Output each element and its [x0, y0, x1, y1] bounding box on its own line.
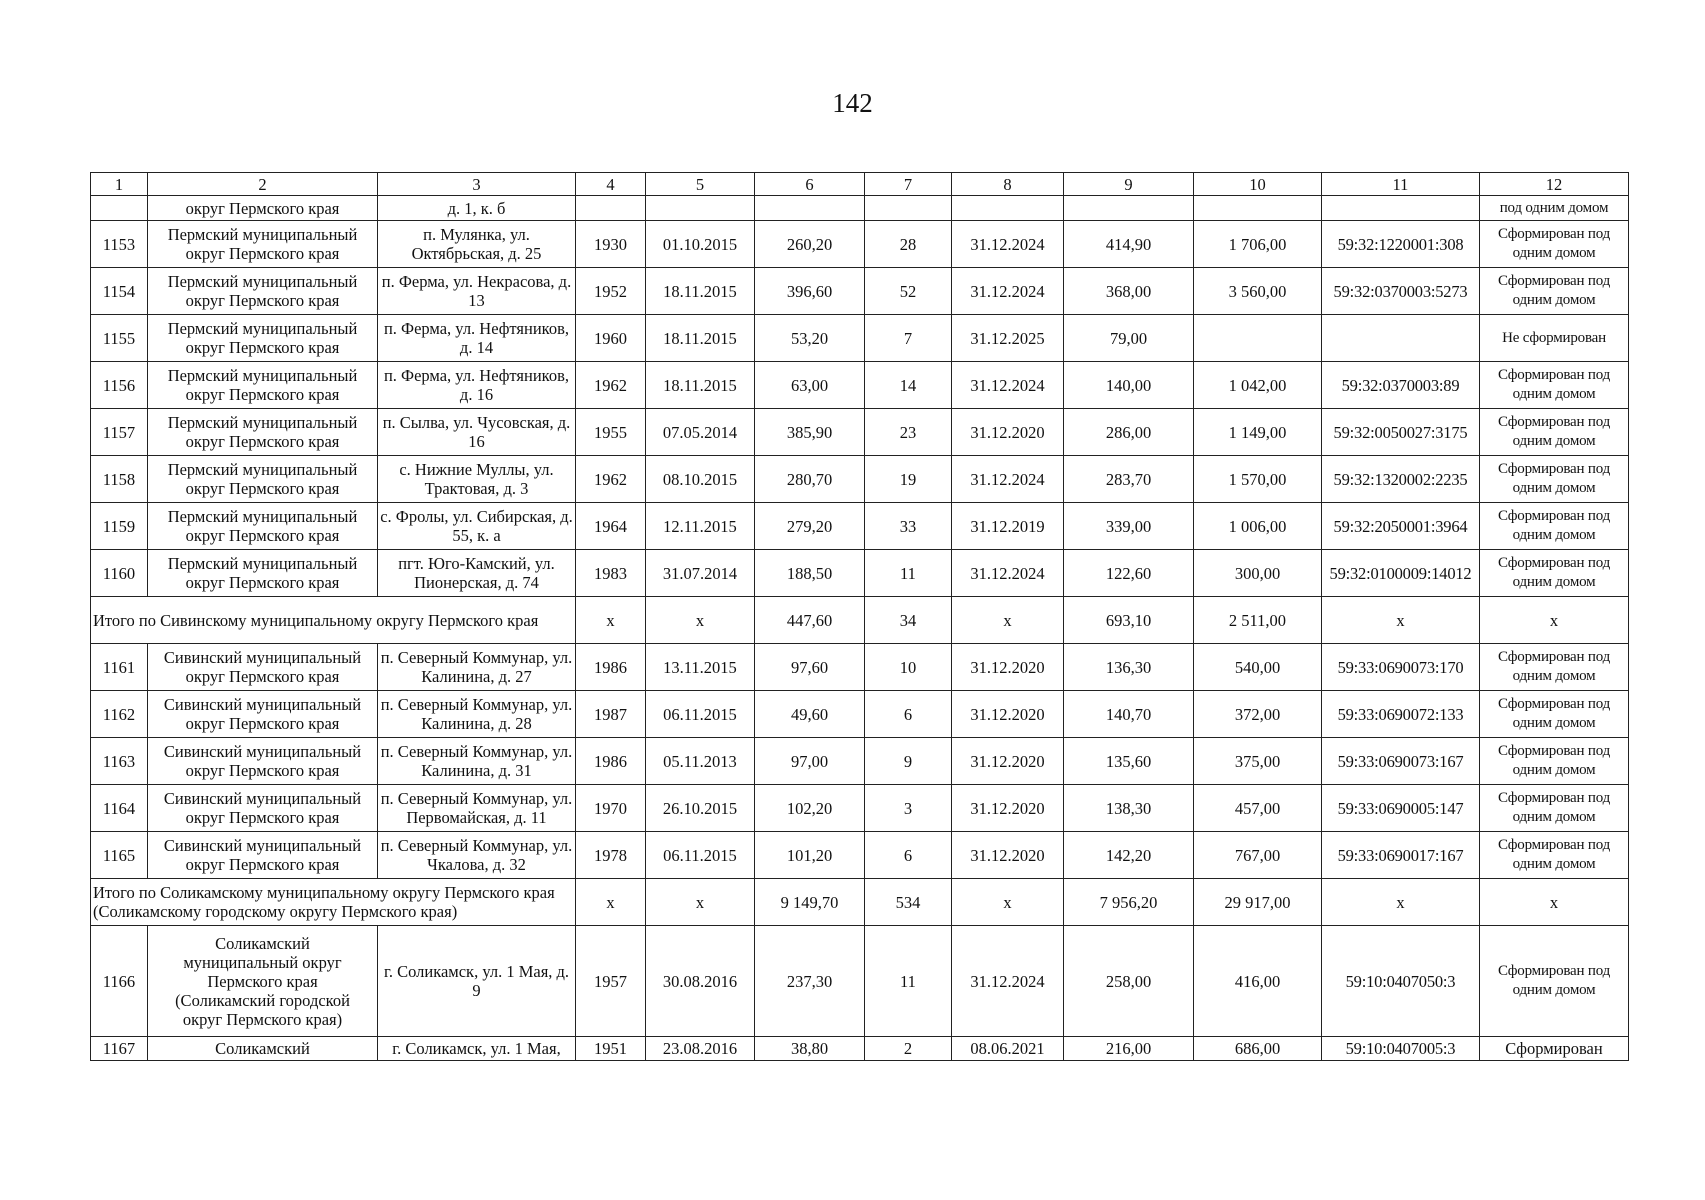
residents-cell: 10	[865, 644, 952, 691]
status-cell: Сформирован под одним домом	[1480, 832, 1629, 879]
year-cell: 1962	[576, 456, 646, 503]
subtotal-label: Итого по Сивинскому муниципальному округу Пермского края	[91, 597, 576, 644]
area-cell: 97,60	[755, 644, 865, 691]
address-cell: п. Мулянка, ул. Октябрьская, д. 25	[378, 221, 576, 268]
header-cell: 3	[378, 173, 576, 196]
table-row	[91, 550, 1629, 597]
residents-cell: 33	[865, 503, 952, 550]
status-cell: Сформирован под одним домом	[1480, 409, 1629, 456]
deadline-cell: 31.12.2020	[952, 832, 1064, 879]
area-cell: 237,30	[755, 926, 865, 1037]
area-cell: 101,20	[755, 832, 865, 879]
area-cell: 280,70	[755, 456, 865, 503]
subtotal-cell: x	[1322, 597, 1480, 644]
year-cell	[576, 196, 646, 221]
municipality-cell: Соликамский муниципальный округ Пермского края (Соликамский городской округ Пермского края)	[148, 926, 378, 1037]
row-number	[91, 196, 148, 221]
cadastral-cell: 59:33:0690073:167	[1322, 738, 1480, 785]
table-row	[91, 738, 1629, 785]
cadastral-cell: 59:10:0407050:3	[1322, 926, 1480, 1037]
cadastral-cell	[1322, 196, 1480, 221]
area-cell: 102,20	[755, 785, 865, 832]
status-cell: Сформирован под одним домом	[1480, 503, 1629, 550]
address-cell: с. Нижние Муллы, ул. Трактовая, д. 3	[378, 456, 576, 503]
address-cell: п. Северный Коммунар, ул. Первомайская, д. 11	[378, 785, 576, 832]
header-cell: 12	[1480, 173, 1629, 196]
subtotal-cell: 534	[865, 879, 952, 926]
address-cell: д. 1, к. б	[378, 196, 576, 221]
residents-cell: 7	[865, 315, 952, 362]
date-cell: 26.10.2015	[646, 785, 755, 832]
deadline-cell: 31.12.2025	[952, 315, 1064, 362]
land-area-cell: 3 560,00	[1194, 268, 1322, 315]
deadline-cell: 31.12.2020	[952, 409, 1064, 456]
address-cell: г. Соликамск, ул. 1 Мая,	[378, 1037, 576, 1061]
subtotal-cell: 29 917,00	[1194, 879, 1322, 926]
land-area-cell: 1 042,00	[1194, 362, 1322, 409]
row-number: 1155	[91, 315, 148, 362]
residents-cell: 28	[865, 221, 952, 268]
year-cell: 1983	[576, 550, 646, 597]
status-cell: Сформирован под одним домом	[1480, 362, 1629, 409]
date-cell: 06.11.2015	[646, 691, 755, 738]
header-cell: 2	[148, 173, 378, 196]
area-cell: 49,60	[755, 691, 865, 738]
municipality-cell: округ Пермского края	[148, 196, 378, 221]
cadastral-cell	[1322, 315, 1480, 362]
address-cell: п. Северный Коммунар, ул. Калинина, д. 28	[378, 691, 576, 738]
subtotal-cell: x	[952, 879, 1064, 926]
header-cell: 7	[865, 173, 952, 196]
date-cell: 18.11.2015	[646, 315, 755, 362]
address-cell: пгт. Юго-Камский, ул. Пионерская, д. 74	[378, 550, 576, 597]
deadline-cell	[952, 196, 1064, 221]
deadline-cell: 31.12.2024	[952, 550, 1064, 597]
deadline-cell: 31.12.2020	[952, 785, 1064, 832]
row-number: 1153	[91, 221, 148, 268]
table-row	[91, 268, 1629, 315]
header-cell: 10	[1194, 173, 1322, 196]
date-cell: 30.08.2016	[646, 926, 755, 1037]
area-cell: 97,00	[755, 738, 865, 785]
cadastral-cell: 59:32:1220001:308	[1322, 221, 1480, 268]
row-number: 1161	[91, 644, 148, 691]
subtotal-cell: 9 149,70	[755, 879, 865, 926]
address-cell: п. Ферма, ул. Некрасова, д. 13	[378, 268, 576, 315]
land-area-cell	[1194, 315, 1322, 362]
continuation-row	[91, 196, 1629, 221]
address-cell: с. Фролы, ул. Сибирская, д. 55, к. а	[378, 503, 576, 550]
deadline-cell: 31.12.2020	[952, 691, 1064, 738]
header-cell: 4	[576, 173, 646, 196]
municipality-cell: Пермский муниципальный округ Пермского края	[148, 456, 378, 503]
residents-cell: 14	[865, 362, 952, 409]
header-cell: 8	[952, 173, 1064, 196]
residents-cell: 3	[865, 785, 952, 832]
area-cell: 38,80	[755, 1037, 865, 1061]
deadline-cell: 31.12.2024	[952, 268, 1064, 315]
municipality-cell: Пермский муниципальный округ Пермского края	[148, 362, 378, 409]
cadastral-cell: 59:32:0050027:3175	[1322, 409, 1480, 456]
status-cell: Сформирован под одним домом	[1480, 221, 1629, 268]
year-cell: 1951	[576, 1037, 646, 1061]
address-cell: п. Сылва, ул. Чусовская, д. 16	[378, 409, 576, 456]
municipality-cell: Пермский муниципальный округ Пермского края	[148, 550, 378, 597]
row-number: 1166	[91, 926, 148, 1037]
municipality-cell: Пермский муниципальный округ Пермского края	[148, 268, 378, 315]
value-cell: 258,00	[1064, 926, 1194, 1037]
cadastral-cell: 59:32:0370003:89	[1322, 362, 1480, 409]
land-area-cell: 1 149,00	[1194, 409, 1322, 456]
residents-cell: 6	[865, 832, 952, 879]
municipality-cell: Сивинский муниципальный округ Пермского края	[148, 644, 378, 691]
subtotal-cell: 7 956,20	[1064, 879, 1194, 926]
value-cell: 216,00	[1064, 1037, 1194, 1061]
land-area-cell: 416,00	[1194, 926, 1322, 1037]
subtotal-cell: 447,60	[755, 597, 865, 644]
header-cell: 9	[1064, 173, 1194, 196]
row-number: 1156	[91, 362, 148, 409]
residents-cell	[865, 196, 952, 221]
subtotal-cell: x	[1322, 879, 1480, 926]
status-cell: Сформирован под одним домом	[1480, 691, 1629, 738]
municipality-cell: Сивинский муниципальный округ Пермского края	[148, 738, 378, 785]
municipality-cell: Сивинский муниципальный округ Пермского края	[148, 785, 378, 832]
residents-cell: 19	[865, 456, 952, 503]
land-area-cell: 540,00	[1194, 644, 1322, 691]
subtotal-cell: x	[646, 597, 755, 644]
header-cell: 5	[646, 173, 755, 196]
address-cell: п. Ферма, ул. Нефтяников, д. 14	[378, 315, 576, 362]
table-row	[91, 503, 1629, 550]
area-cell: 53,20	[755, 315, 865, 362]
deadline-cell: 31.12.2019	[952, 503, 1064, 550]
value-cell: 140,00	[1064, 362, 1194, 409]
value-cell: 414,90	[1064, 221, 1194, 268]
cadastral-cell: 59:10:0407005:3	[1322, 1037, 1480, 1061]
municipality-cell: Пермский муниципальный округ Пермского края	[148, 315, 378, 362]
value-cell: 286,00	[1064, 409, 1194, 456]
deadline-cell: 31.12.2024	[952, 926, 1064, 1037]
residents-cell: 52	[865, 268, 952, 315]
cadastral-cell: 59:33:0690073:170	[1322, 644, 1480, 691]
housing-register-table	[90, 172, 1629, 1061]
row-number: 1162	[91, 691, 148, 738]
value-cell: 136,30	[1064, 644, 1194, 691]
residents-cell: 23	[865, 409, 952, 456]
area-cell: 396,60	[755, 268, 865, 315]
row-number: 1165	[91, 832, 148, 879]
status-cell: Сформирован под одним домом	[1480, 738, 1629, 785]
municipality-cell: Соликамский	[148, 1037, 378, 1061]
cadastral-cell: 59:32:0370003:5273	[1322, 268, 1480, 315]
row-number: 1163	[91, 738, 148, 785]
table-row	[91, 362, 1629, 409]
row-number: 1164	[91, 785, 148, 832]
date-cell: 06.11.2015	[646, 832, 755, 879]
value-cell: 79,00	[1064, 315, 1194, 362]
status-cell: Сформирован под одним домом	[1480, 785, 1629, 832]
value-cell: 122,60	[1064, 550, 1194, 597]
land-area-cell: 686,00	[1194, 1037, 1322, 1061]
address-cell: п. Северный Коммунар, ул. Чкалова, д. 32	[378, 832, 576, 879]
municipality-cell: Сивинский муниципальный округ Пермского края	[148, 832, 378, 879]
land-area-cell: 457,00	[1194, 785, 1322, 832]
date-cell: 07.05.2014	[646, 409, 755, 456]
value-cell	[1064, 196, 1194, 221]
row-number: 1167	[91, 1037, 148, 1061]
date-cell: 08.10.2015	[646, 456, 755, 503]
municipality-cell: Пермский муниципальный округ Пермского края	[148, 503, 378, 550]
subtotal-cell: 693,10	[1064, 597, 1194, 644]
year-cell: 1930	[576, 221, 646, 268]
status-cell: Сформирован под одним домом	[1480, 926, 1629, 1037]
year-cell: 1970	[576, 785, 646, 832]
header-cell: 11	[1322, 173, 1480, 196]
year-cell: 1955	[576, 409, 646, 456]
status-cell: Сформирован под одним домом	[1480, 456, 1629, 503]
table-row	[91, 456, 1629, 503]
status-cell: Не сформирован	[1480, 315, 1629, 362]
subtotal-label: Итого по Соликамскому муниципальному округу Пермского края (Соликамскому городскому округу Пермского края)	[91, 879, 576, 926]
residents-cell: 11	[865, 926, 952, 1037]
deadline-cell: 31.12.2020	[952, 738, 1064, 785]
header-cell: 6	[755, 173, 865, 196]
value-cell: 283,70	[1064, 456, 1194, 503]
date-cell	[646, 196, 755, 221]
area-cell: 279,20	[755, 503, 865, 550]
year-cell: 1952	[576, 268, 646, 315]
row-number: 1154	[91, 268, 148, 315]
subtotal-row	[91, 879, 1629, 926]
cadastral-cell: 59:33:0690005:147	[1322, 785, 1480, 832]
deadline-cell: 08.06.2021	[952, 1037, 1064, 1061]
residents-cell: 2	[865, 1037, 952, 1061]
municipality-cell: Пермский муниципальный округ Пермского края	[148, 409, 378, 456]
residents-cell: 9	[865, 738, 952, 785]
deadline-cell: 31.12.2024	[952, 362, 1064, 409]
table-row	[91, 644, 1629, 691]
area-cell	[755, 196, 865, 221]
land-area-cell: 1 570,00	[1194, 456, 1322, 503]
cadastral-cell: 59:33:0690072:133	[1322, 691, 1480, 738]
land-area-cell: 372,00	[1194, 691, 1322, 738]
land-area-cell: 1 006,00	[1194, 503, 1322, 550]
table-row	[91, 832, 1629, 879]
row-number: 1159	[91, 503, 148, 550]
subtotal-cell: x	[576, 597, 646, 644]
year-cell: 1986	[576, 738, 646, 785]
date-cell: 12.11.2015	[646, 503, 755, 550]
area-cell: 188,50	[755, 550, 865, 597]
land-area-cell: 300,00	[1194, 550, 1322, 597]
status-cell: Сформирован под одним домом	[1480, 644, 1629, 691]
date-cell: 18.11.2015	[646, 362, 755, 409]
subtotal-cell: x	[952, 597, 1064, 644]
year-cell: 1957	[576, 926, 646, 1037]
address-cell: п. Северный Коммунар, ул. Калинина, д. 31	[378, 738, 576, 785]
value-cell: 339,00	[1064, 503, 1194, 550]
year-cell: 1962	[576, 362, 646, 409]
value-cell: 142,20	[1064, 832, 1194, 879]
address-cell: п. Ферма, ул. Нефтяников, д. 16	[378, 362, 576, 409]
status-cell: под одним домом	[1480, 196, 1629, 221]
date-cell: 18.11.2015	[646, 268, 755, 315]
page-number: 142	[832, 88, 873, 118]
table-row	[91, 1037, 1629, 1061]
cadastral-cell: 59:33:0690017:167	[1322, 832, 1480, 879]
area-cell: 63,00	[755, 362, 865, 409]
value-cell: 368,00	[1064, 268, 1194, 315]
subtotal-cell: x	[576, 879, 646, 926]
municipality-cell: Пермский муниципальный округ Пермского края	[148, 221, 378, 268]
municipality-cell: Сивинский муниципальный округ Пермского края	[148, 691, 378, 738]
value-cell: 140,70	[1064, 691, 1194, 738]
subtotal-cell: x	[1480, 597, 1629, 644]
status-cell: Сформирован под одним домом	[1480, 268, 1629, 315]
date-cell: 23.08.2016	[646, 1037, 755, 1061]
row-number: 1158	[91, 456, 148, 503]
deadline-cell: 31.12.2024	[952, 221, 1064, 268]
subtotal-row	[91, 597, 1629, 644]
table-row	[91, 926, 1629, 1037]
row-number: 1160	[91, 550, 148, 597]
subtotal-cell: 34	[865, 597, 952, 644]
year-cell: 1986	[576, 644, 646, 691]
deadline-cell: 31.12.2024	[952, 456, 1064, 503]
year-cell: 1960	[576, 315, 646, 362]
area-cell: 260,20	[755, 221, 865, 268]
table-row	[91, 409, 1629, 456]
table-row	[91, 315, 1629, 362]
subtotal-cell: x	[1480, 879, 1629, 926]
land-area-cell	[1194, 196, 1322, 221]
land-area-cell: 767,00	[1194, 832, 1322, 879]
subtotal-cell: 2 511,00	[1194, 597, 1322, 644]
subtotal-cell: x	[646, 879, 755, 926]
table-row	[91, 785, 1629, 832]
cadastral-cell: 59:32:0100009:14012	[1322, 550, 1480, 597]
cadastral-cell: 59:32:1320002:2235	[1322, 456, 1480, 503]
address-cell: п. Северный Коммунар, ул. Калинина, д. 27	[378, 644, 576, 691]
value-cell: 138,30	[1064, 785, 1194, 832]
row-number: 1157	[91, 409, 148, 456]
residents-cell: 11	[865, 550, 952, 597]
column-number-header	[91, 173, 1629, 196]
land-area-cell: 375,00	[1194, 738, 1322, 785]
status-cell: Сформирован под одним домом	[1480, 550, 1629, 597]
header-cell: 1	[91, 173, 148, 196]
date-cell: 31.07.2014	[646, 550, 755, 597]
date-cell: 05.11.2013	[646, 738, 755, 785]
residents-cell: 6	[865, 691, 952, 738]
cadastral-cell: 59:32:2050001:3964	[1322, 503, 1480, 550]
deadline-cell: 31.12.2020	[952, 644, 1064, 691]
area-cell: 385,90	[755, 409, 865, 456]
date-cell: 13.11.2015	[646, 644, 755, 691]
status-cell: Сформирован	[1480, 1037, 1629, 1061]
date-cell: 01.10.2015	[646, 221, 755, 268]
table-row	[91, 691, 1629, 738]
year-cell: 1987	[576, 691, 646, 738]
year-cell: 1964	[576, 503, 646, 550]
address-cell: г. Соликамск, ул. 1 Мая, д. 9	[378, 926, 576, 1037]
year-cell: 1978	[576, 832, 646, 879]
table-row	[91, 221, 1629, 268]
value-cell: 135,60	[1064, 738, 1194, 785]
land-area-cell: 1 706,00	[1194, 221, 1322, 268]
